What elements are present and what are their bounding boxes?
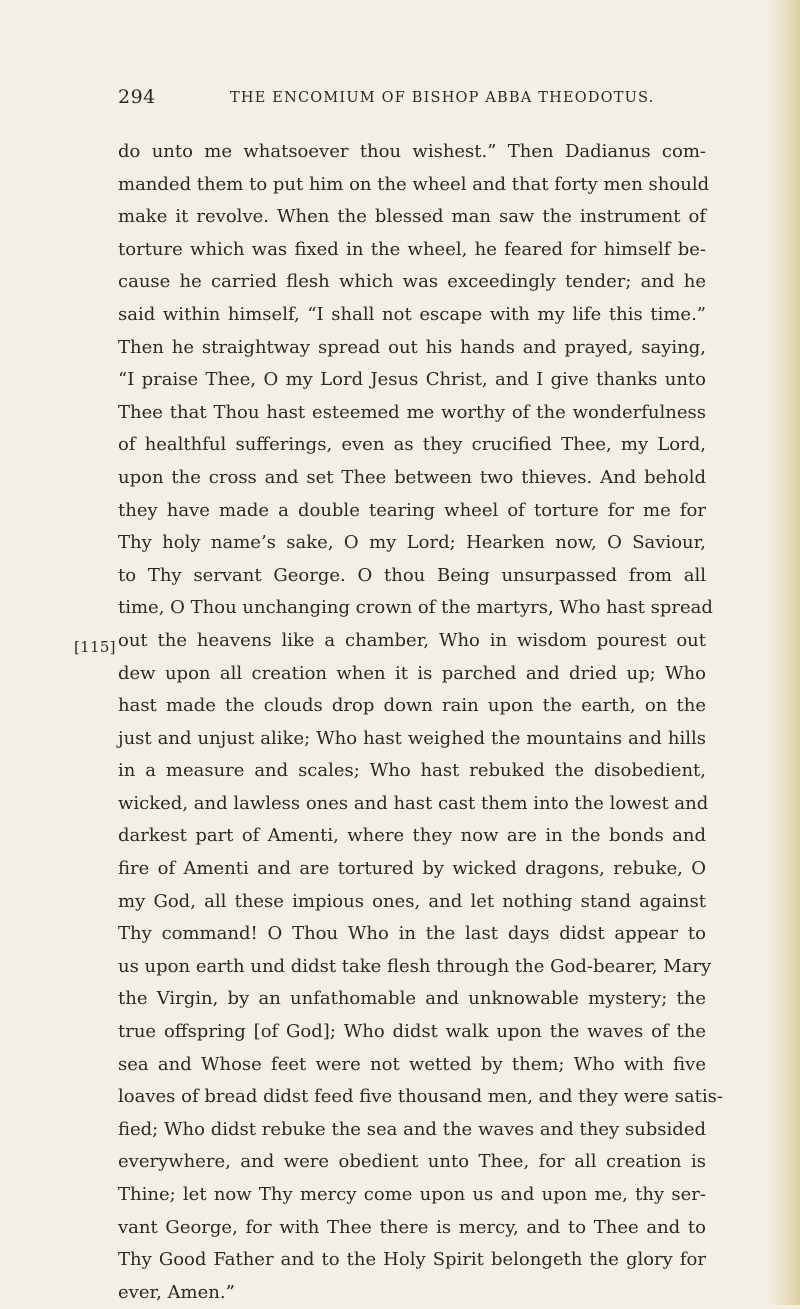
text-line: Thee that Thou hast esteemed me worthy of the wonderfulness (118, 401, 706, 423)
text-line: in a measure and scales; Who hast rebuked the disobedient, (118, 760, 706, 782)
text-line: make it revolve. When the blessed man saw the instrument of (118, 206, 706, 228)
text-line: true offspring [of God]; Who didst walk upon the waves of the (118, 1021, 706, 1043)
body-text (118, 136, 723, 1309)
text-line: wicked, and lawless ones and hast cast them into the lowest and (118, 792, 709, 814)
text-line: the Virgin, by an unfathomable and unknowable mystery; the (118, 988, 706, 1010)
text-line: Thine; let now Thy mercy come upon us and upon me, thy ser- (118, 1184, 706, 1205)
text-line: us upon earth und didst take flesh through the God-bearer, Mary (118, 955, 712, 977)
running-title: THE ENCOMIUM OF BISHOP ABBA THEODOTUS. (230, 90, 655, 106)
text-line: manded them to put him on the wheel and that forty men should (118, 173, 710, 195)
text-line: vant George, for with Thee there is mercy, and to Thee and to (118, 1216, 706, 1238)
text-line: fied; Who didst rebuke the sea and the waves and they subsided (118, 1118, 706, 1140)
text-line: darkest part of Amenti, where they now are in the bonds and (118, 825, 706, 847)
text-line: upon the cross and set Thee between two thieves. And behold (118, 466, 706, 488)
text-line: said within himself, “I shall not escape with my life this time.” (118, 303, 706, 325)
text-line: Thy command! O Thou Who in the last days didst appear to (118, 923, 706, 945)
marginal-page-reference: [115] (74, 638, 116, 656)
text-line: sea and Whose feet were not wetted by them; Who with five (118, 1053, 706, 1075)
text-line: dew upon all creation when it is parched and dried up; Who (118, 662, 706, 684)
text-line: do unto me whatsoever thou wishest.” Then Dadianus com- (118, 141, 706, 162)
text-line: Thy Good Father and to the Holy Spirit belongeth the glory for (118, 1249, 706, 1271)
text-line: torture which was fixed in the wheel, he feared for himself be- (118, 238, 706, 260)
text-line: to Thy servant George. O thou Being unsurpassed from all (118, 564, 706, 586)
text-line: ever, Amen.” (118, 1281, 235, 1303)
text-line: cause he carried flesh which was exceedingly tender; and he (118, 271, 706, 293)
text-line: of healthful sufferings, even as they crucified Thee, my Lord, (118, 434, 706, 456)
text-line: loaves of bread didst feed five thousand men, and they were satis- (118, 1086, 723, 1108)
text-line: hast made the clouds drop down rain upon the earth, on the (118, 695, 706, 717)
text-line: my God, all these impious ones, and let nothing stand against (118, 890, 706, 912)
page-number: 294 (118, 86, 156, 108)
text-line: Thy holy name’s sake, O my Lord; Hearken now, O Saviour, (118, 532, 706, 554)
text-line: they have made a double tearing wheel of torture for me for (118, 499, 706, 521)
text-line: fire of Amenti and are tortured by wicked dragons, rebuke, O (118, 858, 706, 880)
text-line: out the heavens like a chamber, Who in wisdom pourest out (118, 629, 706, 651)
text-line: time, O Thou unchanging crown of the martyrs, Who hast spread (118, 597, 713, 619)
text-line: just and unjust alike; Who hast weighed the mountains and hills (118, 727, 706, 749)
text-line: Then he straightway spread out his hands and prayed, saying, (118, 336, 706, 358)
page-edge-shading (766, 0, 800, 1305)
text-line: everywhere, and were obedient unto Thee, for all creation is (118, 1151, 706, 1173)
page-header (118, 86, 718, 116)
text-line: “I praise Thee, O my Lord Jesus Christ, and I give thanks unto (118, 369, 706, 391)
